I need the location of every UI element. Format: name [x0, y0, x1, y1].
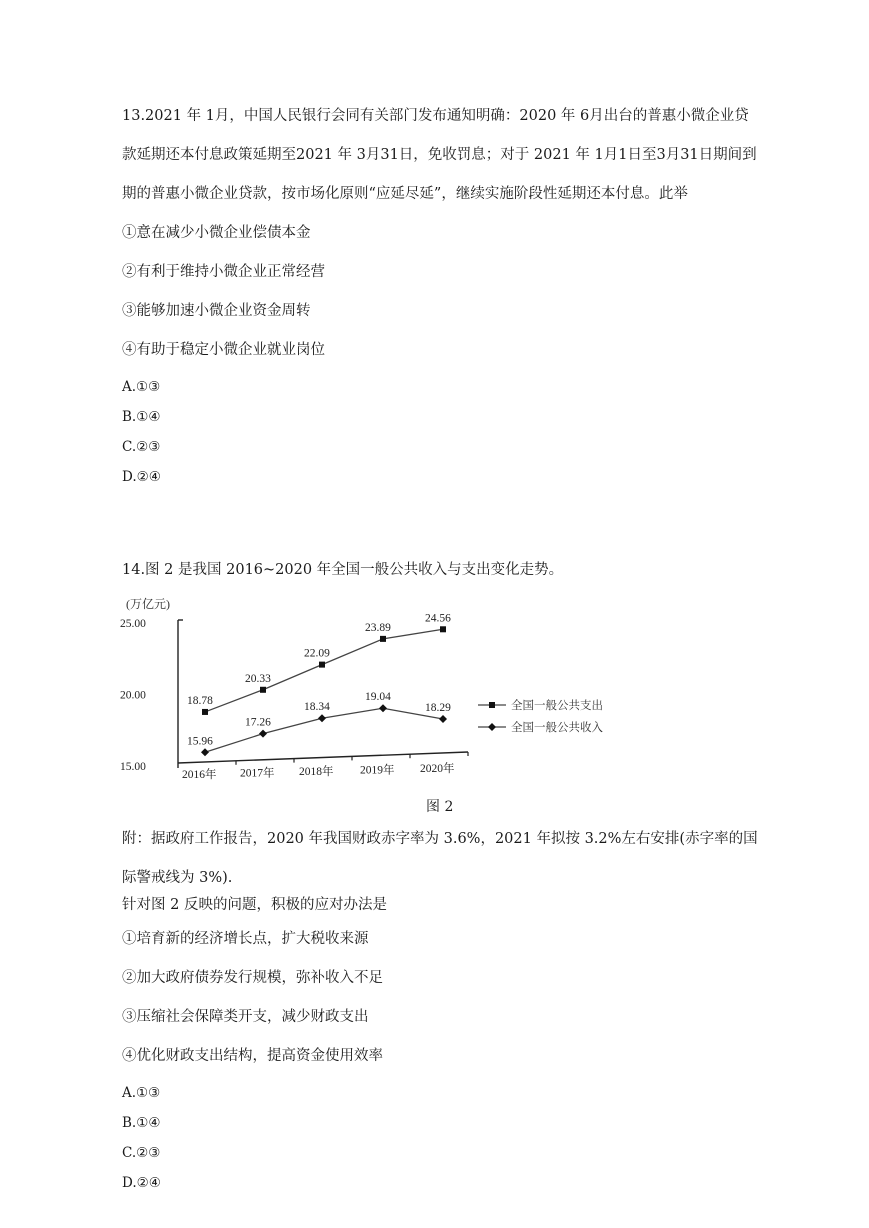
q14-option-d: D.②④ [122, 1175, 161, 1191]
q13-option-d: D.②④ [122, 469, 161, 485]
x-axis-line [178, 752, 468, 763]
y-tick-label: 25.00 [120, 618, 146, 630]
data-label: 24.56 [425, 612, 451, 625]
data-label: 23.89 [365, 621, 391, 634]
series-line-2 [205, 708, 443, 752]
data-label: 19.04 [365, 691, 391, 704]
q14-note-line-2: 际警戒线为 3%). [122, 870, 233, 886]
figure-caption: 图 2 [426, 799, 454, 815]
q13-option-a: A.①③ [122, 379, 161, 395]
data-label: 20.33 [245, 672, 271, 685]
y-tick-label: 20.00 [120, 689, 146, 702]
y-axis-unit-label: (万亿元) [126, 597, 170, 611]
q14-item-2: ②加大政府债券发行规模，弥补收入不足 [122, 970, 383, 986]
data-label: 17.26 [245, 716, 271, 729]
legend-label: 全国一般公共支出 [511, 700, 603, 712]
square-marker [202, 709, 208, 715]
x-tick-label: 2018年 [299, 766, 334, 778]
q14-note-line-1: 附：据政府工作报告，2020 年我国财政赤字率为 3.6%，2021 年拟按 3.2%左右安排(赤字率的国 [122, 831, 758, 847]
diamond-marker [259, 730, 267, 738]
q13-stem-line-1: 13.2021 年 1月，中国人民银行会同有关部门发布通知明确：2020 年 6月出台的普惠小微企业贷 [122, 108, 749, 124]
x-tick-label: 2019年 [360, 764, 395, 777]
x-tick-label: 2020年 [420, 763, 455, 775]
series-markers [201, 626, 447, 756]
square-marker [380, 636, 386, 642]
diamond-marker [318, 714, 326, 722]
x-tick-label: 2016年 [182, 769, 217, 781]
legend-label: 全国一般公共收入 [511, 722, 603, 734]
q13-item-3: ③能够加速小微企业资金周转 [122, 303, 311, 319]
square-marker [260, 687, 266, 693]
data-label: 22.09 [304, 647, 330, 660]
x-tick-label: 2017年 [240, 767, 275, 780]
square-marker [319, 662, 325, 668]
q13-option-b: B.①④ [122, 409, 161, 425]
q13-item-4: ④有助于稳定小微企业就业岗位 [122, 342, 325, 358]
diamond-marker [201, 748, 209, 756]
x-tick-labels [182, 761, 455, 781]
data-label: 15.96 [187, 735, 213, 748]
chart-axes [178, 620, 468, 768]
q13-stem-line-2: 款延期还本付息政策延期至2021 年 3月31日，免收罚息；对于 2021 年 1月1日至3月31日期间到 [122, 147, 757, 163]
q14-option-a: A.①③ [122, 1085, 161, 1101]
data-labels [187, 612, 451, 747]
data-label: 18.34 [304, 701, 330, 714]
diamond-marker [379, 704, 387, 712]
legend-diamond-marker [488, 723, 496, 731]
square-marker [440, 626, 446, 632]
series-line-1 [205, 629, 443, 712]
y-tick-labels [120, 618, 146, 773]
q13-stem-line-3: 期的普惠小微企业贷款，按市场化原则“应延尽延”，继续实施阶段性延期还本付息。此举 [122, 186, 688, 202]
legend-square-marker [489, 702, 495, 708]
data-label: 18.29 [425, 701, 451, 714]
q13-item-1: ①意在减少小微企业偿债本金 [122, 225, 311, 241]
data-label: 18.78 [187, 694, 213, 707]
q14-question: 针对图 2 反映的问题，积极的应对办法是 [122, 897, 387, 913]
q14-item-4: ④优化财政支出结构，提高资金使用效率 [122, 1048, 383, 1064]
diamond-marker [439, 715, 447, 723]
income-expenditure-chart [120, 588, 620, 788]
y-tick-label: 15.00 [120, 761, 146, 773]
q13-option-c: C.②③ [122, 439, 161, 455]
q14-item-3: ③压缩社会保障类开支，减少财政支出 [122, 1009, 369, 1025]
q14-option-b: B.①④ [122, 1115, 161, 1131]
q14-option-c: C.②③ [122, 1145, 161, 1161]
q14-item-1: ①培育新的经济增长点，扩大税收来源 [122, 931, 369, 947]
q13-item-2: ②有利于维持小微企业正常经营 [122, 264, 325, 280]
chart-legend [478, 698, 603, 734]
q14-stem: 14.图 2 是我国 2016~2020 年全国一般公共收入与支出变化走势。 [122, 562, 564, 578]
